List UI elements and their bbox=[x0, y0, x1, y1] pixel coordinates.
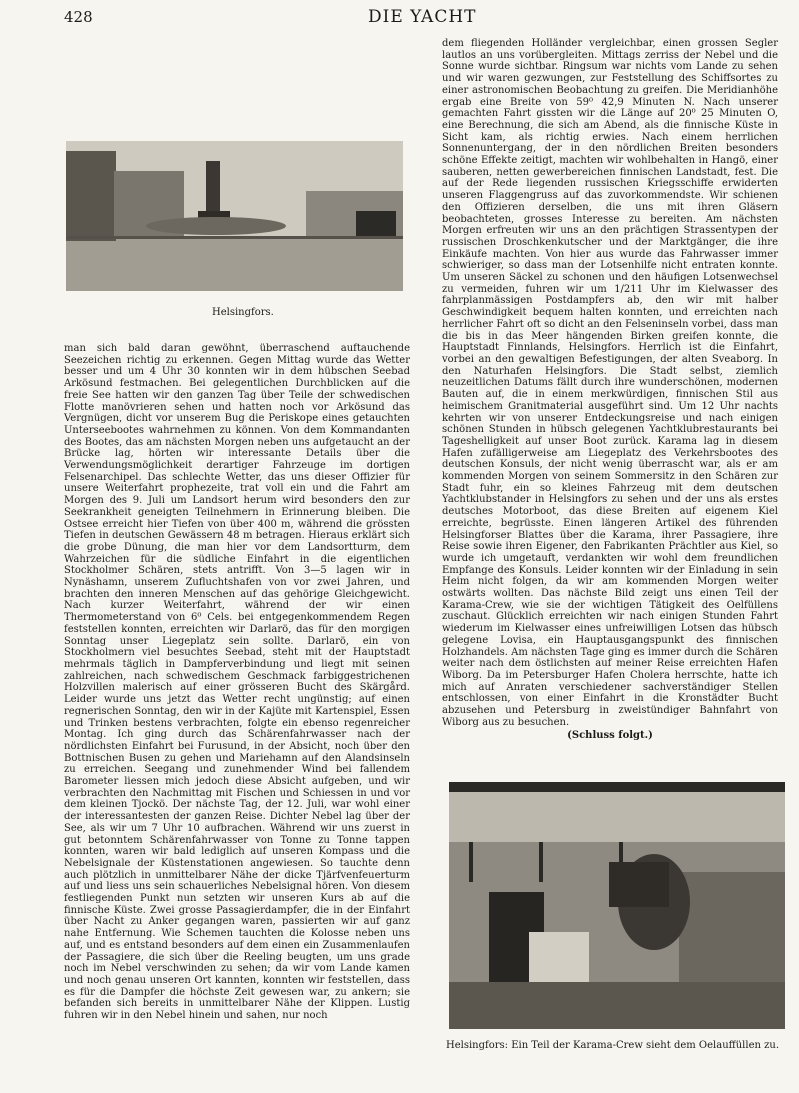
article-column-left bbox=[64, 343, 410, 1022]
figure-caption-1: Helsingfors. bbox=[212, 307, 274, 318]
page-number: 428 bbox=[64, 8, 93, 26]
right-column-text: dem fliegenden Holländer vergleichbar, einen grossen Segler lautlos an uns vorübergleiten. Mittags zerriss der Nebel und die Sonne wurde sichtbar. Ringsum war nichts vom Lande zu sehen und wir waren gezwungen, zur Feststellung des Schiffsortes zu einer astronomischen Beobachtung zu greifen. Die Meridianhöhe ergab eine Breite von 59⁰ 42,9 Minuten N. Nach unserer gemachten Fahrt gissten wir die Länge auf 20⁰ 25 Minuten O, eine Berechnung, die sich am Abend, als die finnische Küste in Sicht kam, als richtig erwies. Nach einem herrlichen Sonnenuntergang, der in den nördlichen Breiten besonders schöne Effekte zeitigt, machten wir wohlbehalten in Hangö, einer sauberen, netten gewerbereichen finnischen Landstadt, fest. Die auf der Rede liegenden russischen Kriegsschiffe erwiderten unseren Flaggengruss auf das zuvorkommendste. Wir schienen den Offizieren derselben, die uns mit ihren Gläsern beobachteten, grosses Interesse zu bereiten. Am nächsten Morgen erfreuten wir uns an den prächtigen Strassentypen der russischen Droschkenkutscher und der Marktgänger, die ihre Einkäufe machten. Von hier aus wurde das Fahrwasser immer schwieriger, so dass man der Lotsenhilfe nicht entraten konnte. Um unseren Säckel zu schonen und den häufigen Lotsenwechsel zu vermeiden, fuhren wir um 1/211 Uhr im Kielwasser des fahrplanmässigen Postdampfers ab, den wir mit halber Geschwindigkeit bequem halten konnten, und erreichten nach herrlicher Fahrt oft so dicht an den Felseninseln vorbei, dass man die bis in das Meer hängenden Birken greifen konnte, die Hauptstadt Finnlands, Helsingfors. Herrlich ist die Einfahrt, vorbei an den gewaltigen Befestigungen, der alten Sveaborg. In den Naturhafen Helsingfors. Die Stadt selbst, ziemlich neuzeitlichen Datums fällt durch ihre wunderschönen, modernen Bauten auf, die in einem merkwürdigen, finnischen Stil aus heimischem Granitmaterial ausgeführt sind. Um 12 Uhr nachts kehrten wir von unserer Entdeckungsreise und nach einigen schönen Stunden in hübsch gelegenen Yachtklubrestaurants bei Tageshelligkeit auf unser Boot zurück. Karama lag in diesem Hafen zufälligerweise am Liegeplatz des Verkehrsbootes des deutschen Konsuls, der nicht wenig überrascht war, als er am kommenden Morgen von seinem Sommersitz in den Schären zur Stadt fuhr, ein so kleines Fahrzeug mit dem deutschen Yachtklubstander in Helsingfors zu sehen und der uns als erstes deutsches Motorboot, das diese Breiten auf eigenem Kiel erreichte, begrüsste. Einen längeren Artikel des führenden Helsingforser Blattes über die Karama, ihrer Passagiere, ihre Reise sowie ihren Eigener, den Fabrikanten Prächtler aus Kiel, so wurde ich umgetauft, verdankten wir wohl dem freundlichen Empfange des Konsuls. Leider konnten wir der Einladung in sein Heim nicht folgen, da wir am kommenden Morgen weiter ostwärts wollten. Das nächste Bild zeigt uns einen Teil der Karama-Crew, wie sie der wichtigen Tätigkeit des Oelfüllens zuschaut. Glücklich erreichten wir nach einigen Stunden Fahrt wiederum im Kielwasser eines unfreiwilligen Lotsen das hübsch gelegene Lovisa, ein Hauptausgangspunkt des finnischen Holzhandels. Am nächsten Tage ging es immer durch die Schären weiter nach dem östlichsten auf meiner Reise erreichten Hafen Wiborg. Da im Petersburger Hafen Cholera herrschte, hatte ich mich auf Anraten verschiedener sachverständiger Stellen entschlossen, von einer Einfahrt in die Kronstädter Bucht abzusehen und Petersburg in zweistündiger Bahnfahrt von Wiborg aus zu besuchen. bbox=[442, 38, 778, 728]
photo-helsingfors-square bbox=[66, 141, 403, 291]
photo-karama-crew bbox=[449, 782, 785, 1029]
left-column-text: man sich bald daran gewöhnt, überraschend auftauchende Seezeichen richtig zu erkennen. Gegen Mittag wurde das Wetter besser und um 4 Uhr 30 konnten wir in dem hübschen Seebad Arkösund festmachen. Bei gelegentlichen Durchblicken auf die freie See hatten wir den ganzen Tag über Teile der schwedischen Flotte manövrieren sehen und hatten noch vor Arkösund das Vergnügen, dicht vor unserem Bug die Periskope eines getauchten Unterseebootes wahrnehmen zu können. Von dem Kommandanten des Bootes, das am nächsten Morgen neben uns aufgetaucht an der Brücke lag, hörten wir interessante Details über die Verwendungsmöglichkeit derartiger Fahrzeuge im dortigen Felsenarchipel. Das schlechte Wetter, das uns dieser Offizier für unsere Weiterfahrt prophezeite, trat voll ein und die Fahrt am Morgen des 9. Juli um Landsort herum wird besonders den zur Seekrankheit geneigten Teilnehmern in Erinnerung bleiben. Die Ostsee erreicht hier Tiefen von über 400 m, während die grössten Tiefen in deutschen Gewässern 48 m betragen. Hieraus erklärt sich die grobe Dünung, die man hier vor dem Landsortturm, dem Wahrzeichen für die südliche Einfahrt in die eigentlichen Stockholmer Schären, stets antrifft. Von 3—5 lagen wir in Nynäshamn, unserem Zufluchtshafen von vor zwei Jahren, und brachten den inneren Menschen auf das gehörige Gleichgewicht. Nach kurzer Weiterfahrt, während der wir einen Thermometerstand von 6⁰ Cels. bei entgegenkommendem Regen feststellen konnten, erreichten wir Darlarö, das für den morgigen Sonntag unser Liegeplatz sein sollte. Darlarö, ein von Stockholmern viel besuchtes Seebad, steht mit der Hauptstadt mehrmals täglich in Dampferverbindung und liegt mit seinen zahlreichen, nach schwedischem Geschmack farbiggestrichenen Holzvillen malerisch auf einer grösseren Bucht des Skärgård. Leider wurde uns jetzt das Wetter recht ungünstig; auf einen regnerischen Sonntag, den wir in der Kajüte mit Kartenspiel, Essen und Trinken bestens verbrachten, folgte ein ebenso regenreicher Montag. Ich ging durch das Schärenfahrwasser nach der nördlichsten Einfahrt bei Furusund, in der Absicht, noch über den Bottnischen Busen zu gehen und Mariehamn auf den Alandsinseln zu erreichen. Seegang und zunehmender Wind bei fallendem Barometer liessen mich jedoch diese Absicht aufgeben, und wir verbrachten den Nachmittag mit Fischen und Schiessen in und vor dem kleinen Tjockö. Der nächste Tag, der 12. Juli, war wohl einer der interessantesten der ganzen Reise. Dichter Nebel lag über der See, als wir um 7 Uhr 10 aufbrachen. Während wir uns zuerst in gut betonntem Schärenfahrwasser von Tonne zu Tonne tappen konnten, waren wir bald lediglich auf unseren Kompass und die Nebelsignale der Küstenstationen angewiesen. So tauchte denn auch plötzlich in unmittelbarer Nähe der dicke Tjärfvenfeuerturm auf und liess uns sein schauerliches Nebelsignal hören. Von diesem festliegenden Punkt nun setzten wir unseren Kurs ab auf die finnische Küste. Zwei grosse Passagierdampfer, die in der Einfahrt über Nacht zu Anker gegangen waren, passierten wir auf ganz nahe Entfernung. Wie Schemen tauchten die Kolosse neben uns auf, und es entstand besonders auf dem einen ein Zusammenlaufen der Passagiere, die sich über die Reeling beugten, um uns grade noch im Nebel verschwinden zu sehen; da wir vom Lande kamen und noch genau unseren Ort kannten, konnten wir feststellen, dass es für die Dampfer die höchste Zeit gewesen war, zu ankern; sie befanden sich bereits in unmittelbarer Nähe der Klippen. Lustig fuhren wir in den Nebel hinein und sahen, nur noch bbox=[64, 343, 410, 1022]
figure-caption-2: Helsingfors: Ein Teil der Karama-Crew sieht dem Oelauffüllen zu. bbox=[446, 1040, 780, 1051]
article-column-right bbox=[442, 38, 778, 742]
running-title: DIE YACHT bbox=[368, 7, 477, 27]
continuation-note: (Schluss folgt.) bbox=[567, 730, 653, 742]
